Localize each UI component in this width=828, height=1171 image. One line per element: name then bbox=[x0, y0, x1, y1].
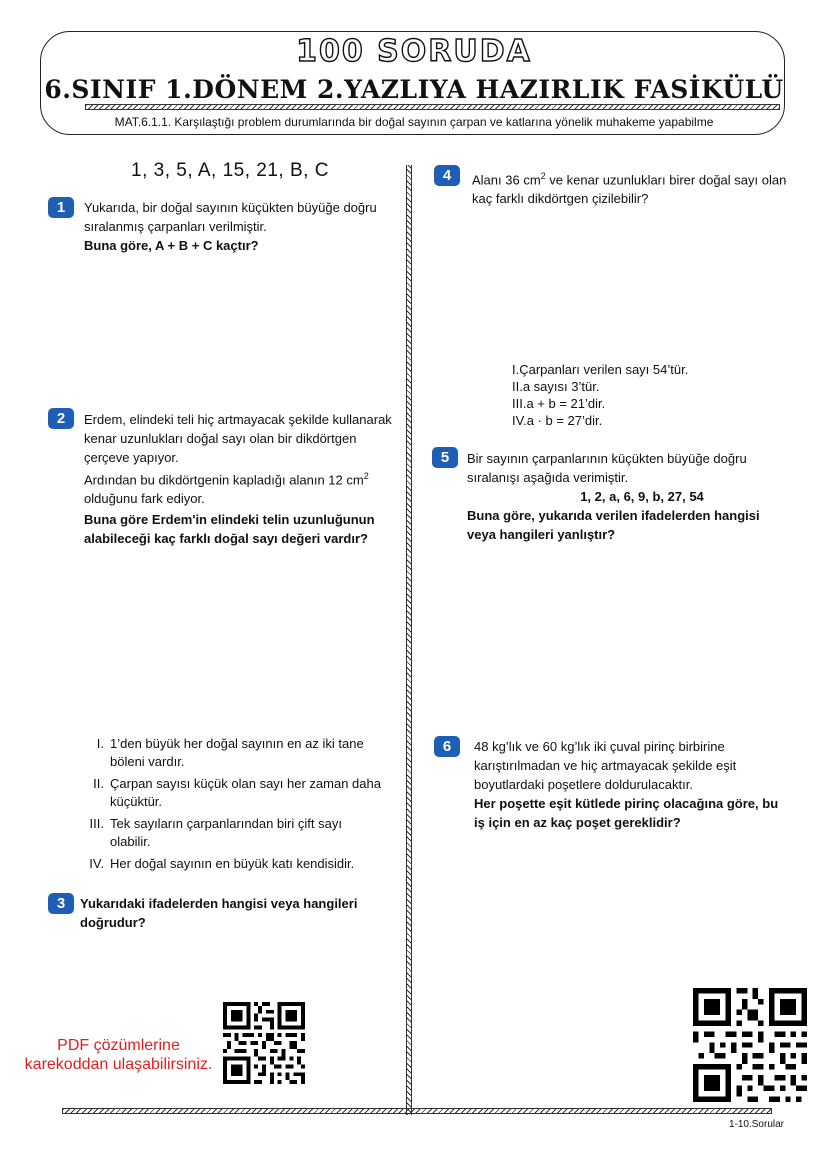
q5-statement-2: II.a sayısı 3’tür. bbox=[512, 379, 600, 394]
q2-number-badge: 2 bbox=[48, 408, 74, 429]
q3-statement-roman: I. bbox=[96, 736, 104, 751]
q1-body bbox=[84, 198, 402, 255]
header-title-sub: 6.SINIF 1.DÖNEM 2.YAZLIYA HAZIRLIK FASİKÜLÜ bbox=[44, 75, 784, 104]
q2-text-2-post: olduğunu fark ediyor. bbox=[84, 491, 205, 507]
q6-text: 48 kg’lık ve 60 kg’lık iki çuval pirinç birbirine karıştırılmadan ve hiç artmayacak şekilde eşit boyutlardaki poşetlere doldurulacaktır. bbox=[474, 739, 737, 792]
qr-code-icon bbox=[223, 1002, 305, 1084]
q4-text-sup: 2 bbox=[540, 171, 546, 181]
q3-statement-4 bbox=[82, 855, 382, 873]
q3-question: Yukarıdaki ifadelerden hangisi veya hangileri doğrudur? bbox=[80, 896, 358, 930]
qr-code-right[interactable] bbox=[693, 988, 807, 1102]
q1-text: Yukarıda, bir doğal sayının küçükten büyüğe doğru sıralanmış çarpanları verilmiştir. bbox=[84, 200, 377, 234]
q4-text-post: ve kenar uzunlukları birer doğal sayı olan kaç farklı dikdörtgen çizilebilir? bbox=[472, 172, 787, 207]
q3-number-badge: 3 bbox=[48, 893, 74, 914]
q5-statement-4: IV.a · b = 27’dir. bbox=[512, 413, 603, 428]
q3-statement-text: Her doğal sayının en büyük katı kendisidir. bbox=[110, 856, 355, 871]
q1-factor-sequence: 1, 3, 5, A, 15, 21, B, C bbox=[131, 160, 329, 181]
learning-objective: MAT.6.1.1. Karşılaştığı problem durumlarında bir doğal sayının çarpan ve katlarına yönelik muhakeme yapabilme bbox=[114, 115, 714, 129]
q3-statement-text: Çarpan sayısı küçük olan sayı her zaman daha küçüktür. bbox=[110, 776, 381, 809]
q3-statement-roman: III. bbox=[89, 816, 104, 831]
qr-code-icon bbox=[693, 988, 807, 1102]
q4-body bbox=[472, 167, 790, 208]
q5-statements bbox=[512, 361, 772, 429]
q4-number-badge: 4 bbox=[434, 165, 460, 186]
page-range-label: 1-10.Sorular bbox=[728, 1119, 784, 1130]
q3-statements bbox=[82, 735, 382, 877]
q2-question: Buna göre Erdem'in elindeki telin uzunluğunun alabileceği kaç farklı doğal sayı değeri vardır? bbox=[84, 512, 375, 547]
pdf-solutions-note: PDF çözümlerine karekoddan ulaşabilirsiniz. bbox=[24, 1037, 213, 1073]
q6-question: Her poşette eşit kütlede pirinç olacağına göre, bu iş için en az kaç poşet gereklidir? bbox=[474, 796, 779, 830]
qr-code-left[interactable] bbox=[223, 1002, 305, 1084]
q3-statement-text: Tek sayıların çarpanlarından biri çift sayı olabilir. bbox=[110, 816, 342, 849]
q3-statement-3 bbox=[82, 815, 382, 851]
footer-hatch-divider bbox=[62, 1108, 772, 1114]
q4-text bbox=[472, 167, 790, 208]
q3-statement-1 bbox=[82, 735, 382, 771]
q6-body bbox=[474, 737, 792, 832]
q4-text-pre: Alanı 36 cm bbox=[472, 172, 541, 188]
q3-statement-roman: II. bbox=[93, 776, 104, 791]
column-divider bbox=[406, 165, 412, 1115]
q2-body bbox=[84, 410, 402, 548]
q5-statement-1: I.Çarpanları verilen sayı 54’tür. bbox=[512, 362, 689, 377]
q5-number-badge: 5 bbox=[432, 447, 458, 468]
q3-statement-roman: IV. bbox=[89, 856, 104, 871]
q3-statement-text: 1’den büyük her doğal sayının en az iki tane böleni vardır. bbox=[110, 736, 364, 769]
q3-statement-2 bbox=[82, 775, 382, 811]
header-title-main: 100 SORUDA bbox=[296, 34, 532, 69]
q5-text: Bir sayının çarpanlarının küçükten büyüğe doğru sıralanışı aşağıda verimiştir. bbox=[467, 451, 747, 485]
q6-number-badge: 6 bbox=[434, 736, 460, 757]
q2-text-2 bbox=[84, 467, 402, 508]
q5-sequence: 1, 2, a, 6, 9, b, 27, 54 bbox=[580, 489, 704, 504]
header-hatch-divider bbox=[85, 104, 780, 110]
q1-number-badge: 1 bbox=[48, 197, 74, 218]
q5-statement-3: III.a + b = 21’dir. bbox=[512, 396, 606, 411]
q2-text-1: Erdem, elindeki teli hiç artmayacak şekilde kullanarak kenar uzunlukları doğal sayı olan bir dikdörtgen çerçeve yapıyor. bbox=[84, 412, 392, 465]
q5-question: Buna göre, yukarıda verilen ifadelerden hangisi veya hangileri yanlıştır? bbox=[467, 508, 760, 542]
q2-text-2-pre: Ardından bu dikdörtgenin kapladığı alanın 12 cm bbox=[84, 472, 364, 488]
q5-body bbox=[467, 449, 789, 544]
q1-question: Buna göre, A + B + C kaçtır? bbox=[84, 238, 259, 253]
q2-text-2-sup: 2 bbox=[363, 471, 369, 481]
